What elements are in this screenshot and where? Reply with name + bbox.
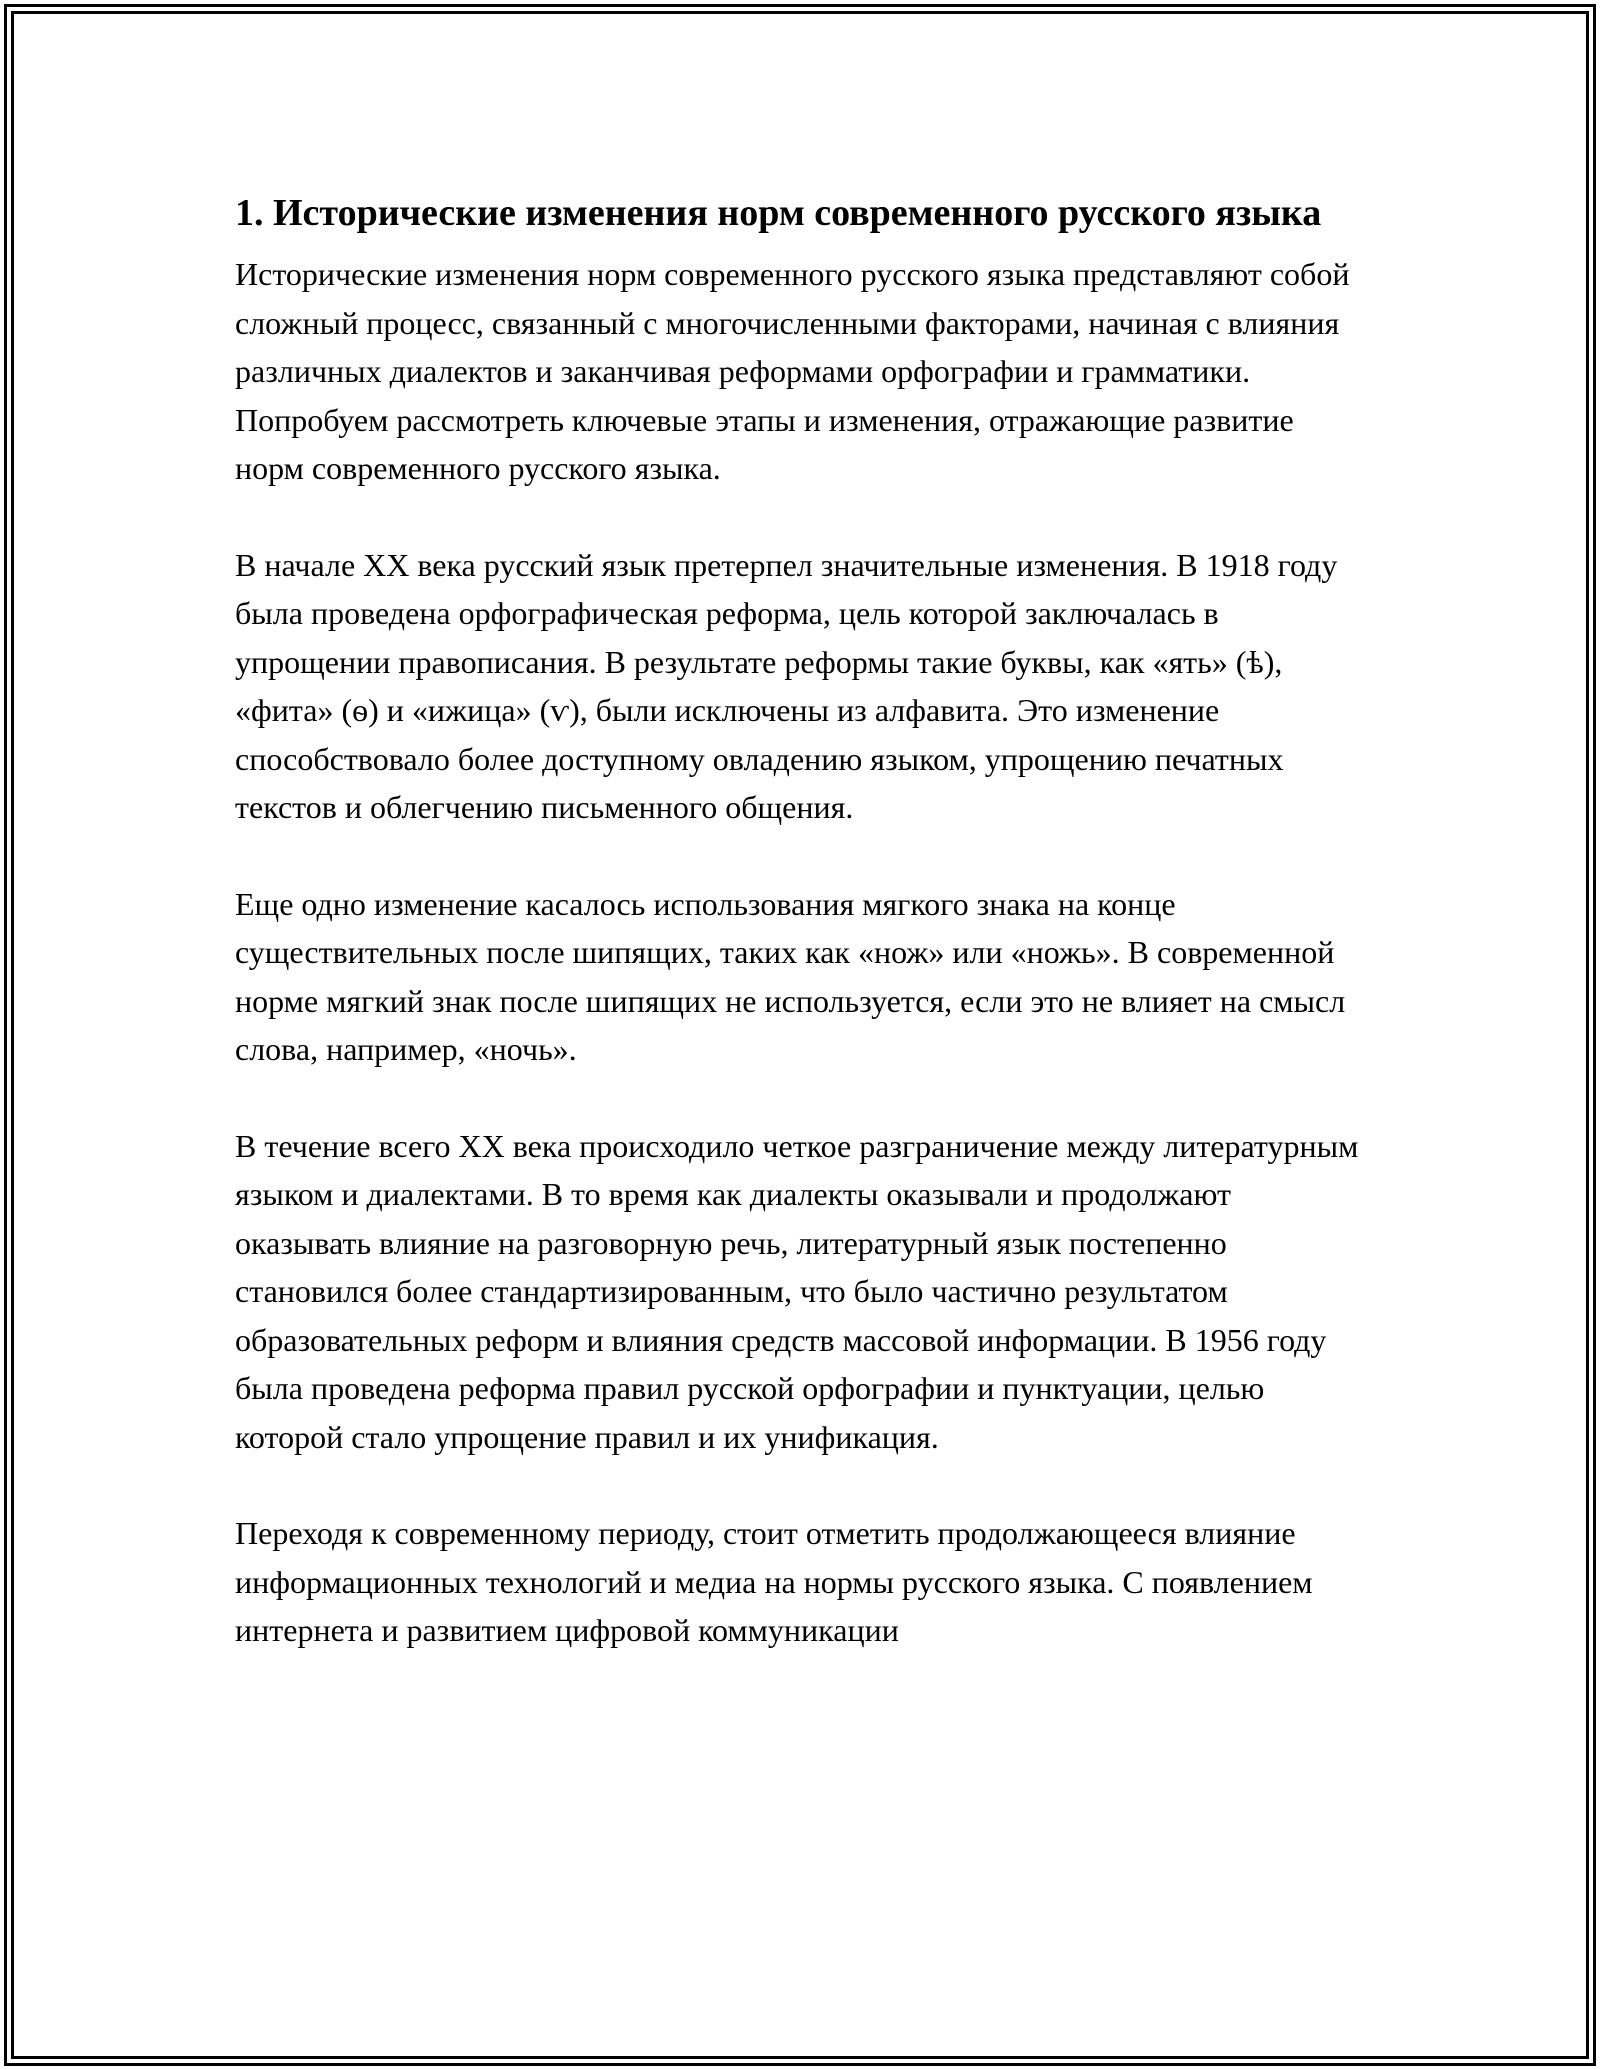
paragraph-modern-period: Переходя к современному периоду, стоит отметить продолжающееся влияние информационных технологий и медиа на нормы русского языка. С появлением интернета и развитием цифровой коммуникации: [235, 1515, 1313, 1648]
paragraph-intro: Исторические изменения норм современного русского языка представляют собой сложный процесс, связанный с многочисленными факторами, начиная с влияния различных диалектов и заканчивая реформами орфографии и грамматики. Попробуем рассмотреть ключевые этапы и изменения, отражающие развитие норм современного русского языка.: [235, 256, 1350, 486]
document-body: [235, 186, 1365, 1655]
section-heading: 1. Исторические изменения норм современного русского языка: [235, 192, 1322, 234]
paragraph-1918-reform: В начале XX века русский язык претерпел значительные изменения. В 1918 году была проведена орфографическая реформа, цель которой заключалась в упрощении правописания. В результате реформы такие буквы, как «ять» (ѣ), «фита» (ѳ) и «ижица» (ѵ), были исключены из алфавита. Это изменение способствовало более доступному овладению языком, упрощению печатных текстов и облегчению письменного общения.: [235, 546, 1338, 825]
paragraph-20th-century: В течение всего XX века происходило четкое разграничение между литературным языком и диалектами. В то время как диалекты оказывали и продолжают оказывать влияние на разговорную речь, литературный язык постепенно становился более стандартизированным, что было частично результатом образовательных реформ и влияния средств массовой информации. В 1956 году была проведена реформа правил русской орфографии и пунктуации, целью которой стало упрощение правил и их унификация.: [235, 1127, 1359, 1455]
paragraph-soft-sign: Еще одно изменение касалось использования мягкого знака на конце существительных после шипящих, таких как «нож» или «ножь». В современной норме мягкий знак после шипящих не используется, если это не влияет на смысл слова, например, «ночь».: [235, 885, 1346, 1067]
